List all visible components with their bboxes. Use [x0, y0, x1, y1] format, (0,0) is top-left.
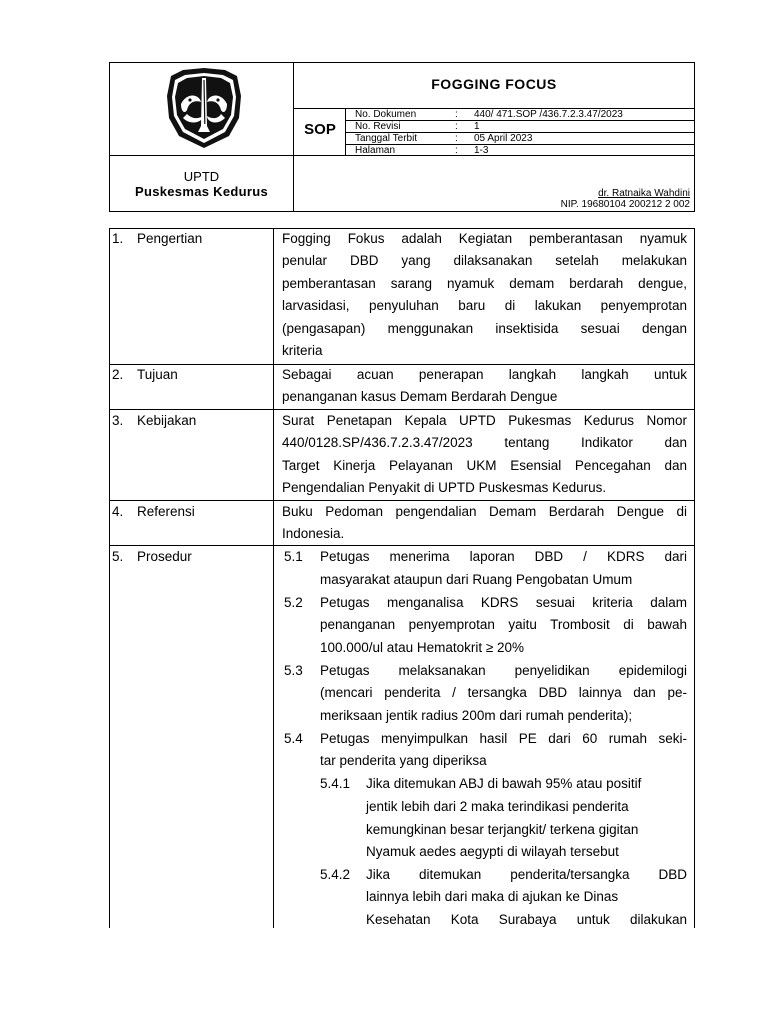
meta-value: 440/ 471.SOP /436.7.2.3.47/2023 — [474, 109, 623, 120]
sop-label: SOP — [304, 121, 336, 138]
meta-value: 1-3 — [474, 145, 489, 156]
section-label-tujuan: Tujuan — [137, 367, 178, 382]
section-text-line: Sebagai acuan penerapan langkah langkah untuk — [282, 367, 687, 382]
meta-label: No. Dokumen — [355, 109, 417, 120]
signer-nip: NIP. 19680104 200212 2 002 — [560, 199, 690, 210]
step-number: 5.2 — [284, 595, 303, 610]
surabaya-emblem-logo — [163, 66, 245, 150]
organization-unit: UPTD — [183, 169, 220, 184]
row-divider — [109, 364, 695, 365]
substep-text-line: Jika ditemukan ABJ di bawah 95% atau positif — [366, 776, 642, 791]
signer-name: dr. Ratnaika Wahdini — [598, 188, 690, 199]
step-number: 5.1 — [284, 549, 303, 564]
section-label-kebijakan: Kebijakan — [137, 413, 197, 428]
header-divider — [345, 144, 695, 145]
section-number: 3. — [112, 413, 124, 428]
section-label-referensi: Referensi — [137, 504, 195, 519]
substep-number: 5.4.1 — [320, 776, 351, 791]
step-text-line: (mencari penderita / tersangka DBD lainnya dan pe- — [320, 685, 687, 700]
step-text-line: Petugas menerima laporan DBD / KDRS dari — [320, 549, 687, 564]
step-text-line: Petugas menyimpulkan hasil PE dari 60 rumah seki- — [320, 731, 687, 746]
meta-colon: : — [455, 109, 458, 120]
section-number: 4. — [112, 504, 124, 519]
substep-text-line: Kesehatan Kota Surabaya untuk dilakukan — [366, 912, 687, 927]
section-label-pengertian: Pengertian — [137, 231, 203, 246]
column-divider — [273, 228, 274, 928]
section-text-line: Fogging Fokus adalah Kegiatan pemberantasan nyamuk — [282, 231, 687, 246]
substep-text-line: kemungkinan besar terjangkit/ terkena gigitan — [366, 822, 639, 837]
substep-number: 5.4.2 — [320, 867, 351, 882]
section-text-line: (pengasapan) menggunakan insektisida sesuai dengan — [282, 321, 687, 336]
step-text-line: 100.000/ul atau Hematokrit ≥ 20% — [320, 640, 525, 655]
substep-text-line: lainnya lebih dari maka di ajukan ke Dinas — [366, 889, 619, 904]
section-text-line: 440/0128.SP/436.7.2.3.47/2023 tentang Indikator dan — [282, 435, 687, 450]
section-text-line: kriteria — [282, 343, 323, 358]
section-text-line: Target Kinerja Pelayanan UKM Esensial Pencegahan dan — [282, 458, 687, 473]
substep-text-line: Nyamuk aedes aegypti di wilayah tersebut — [366, 844, 619, 859]
section-label-prosedur: Prosedur — [137, 549, 192, 564]
section-number: 2. — [112, 367, 124, 382]
organization-name: Puskesmas Kedurus — [135, 184, 268, 199]
step-text-line: masyarakat ataupun dari Ruang Pengobatan Umum — [320, 572, 633, 587]
section-text-line: penular DBD yang dilaksanakan setelah melakukan — [282, 253, 687, 268]
section-text-line: penanganan kasus Demam Berdarah Dengue — [282, 389, 558, 404]
section-text-line: Pengendalian Penyakit di UPTD Puskesmas Kedurus. — [282, 480, 607, 495]
meta-label: Halaman — [355, 145, 396, 156]
meta-colon: : — [455, 121, 458, 132]
row-divider — [109, 545, 695, 546]
meta-colon: : — [455, 145, 458, 156]
section-number: 5. — [112, 549, 124, 564]
document-title: FOGGING FOCUS — [431, 76, 557, 92]
step-number: 5.4 — [284, 731, 303, 746]
substep-text-line: Jika ditemukan penderita/tersangka DBD — [366, 867, 687, 882]
section-text-line: Buku Pedoman pengendalian Demam Berdarah Dengue di — [282, 504, 687, 519]
row-divider — [109, 500, 695, 501]
row-divider — [109, 409, 695, 410]
section-text-line: Indonesia. — [282, 526, 345, 541]
step-number: 5.3 — [284, 663, 303, 678]
meta-value: 1 — [474, 121, 480, 132]
substep-text-line: jentik lebih dari 2 maka terindikasi penderita — [366, 799, 629, 814]
section-number: 1. — [112, 231, 124, 246]
header-divider — [109, 155, 695, 156]
meta-label: Tanggal Terbit — [355, 133, 418, 144]
meta-colon: : — [455, 133, 458, 144]
step-text-line: tar penderita yang diperiksa — [320, 753, 487, 768]
section-text-line: pemberantasan sarang nyamuk demam berdarah dengue, — [282, 276, 687, 291]
meta-label: No. Revisi — [355, 121, 401, 132]
meta-value: 05 April 2023 — [474, 133, 533, 144]
step-text-line: Petugas melaksanakan penyelidikan epidemilogi — [320, 663, 687, 678]
step-text-line: Petugas menganalisa KDRS sesuai kriteria dalam — [320, 595, 687, 610]
step-text-line: meriksaan jentik radius 200m dari rumah penderita); — [320, 708, 633, 723]
section-text-line: Surat Penetapan Kepala UPTD Pukesmas Kedurus Nomor — [282, 413, 687, 428]
section-text-line: larvasidasi, penyuluhan baru di lakukan penyemprotan — [282, 298, 687, 313]
step-text-line: penanganan penyemprotan yaitu Trombosit di bawah — [320, 617, 687, 632]
